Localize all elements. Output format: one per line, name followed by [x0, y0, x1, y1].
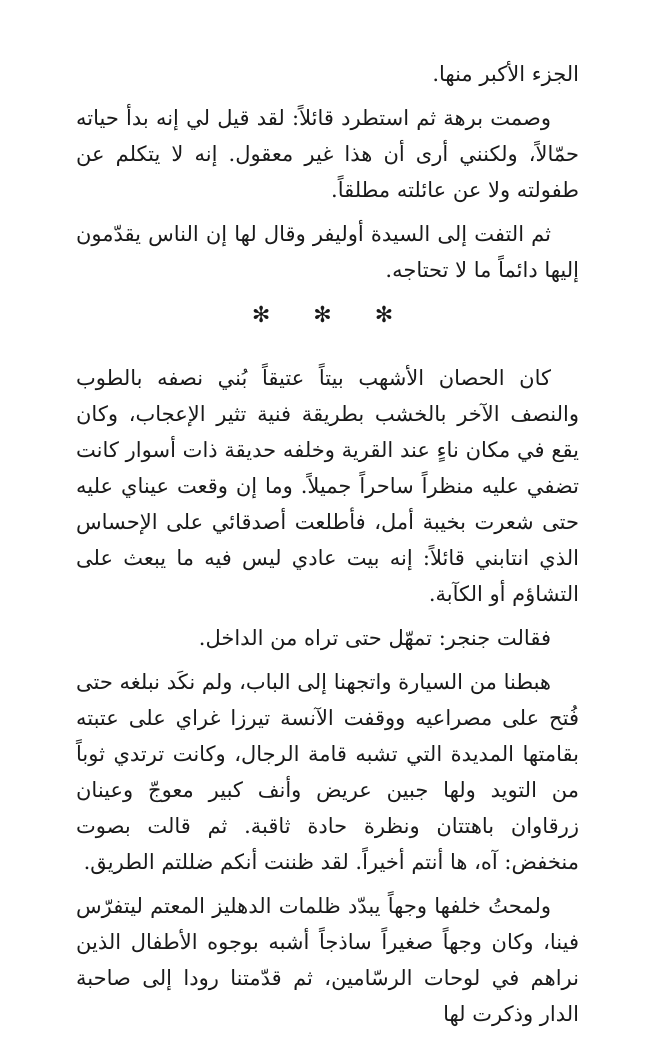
- paragraph-turned-to-oliver: ثم التفت إلى السيدة أوليفر وقال لها إن الناس يقدّمون إليها دائماً ما لا تحتاجه.: [76, 222, 579, 282]
- paragraph-continuation: الجزء الأكبر منها.: [432, 62, 579, 86]
- paragraph-thyrza-grey-arrival: هبطنا من السيارة واتجهنا إلى الباب، ولم نكَد نبلغه حتى فُتح على مصراعيه ووقفت الآنسة تيرزا غراي على عتبته بقامتها المديدة التي تشبه قامة الرجال، وكانت ترتدي ثوباً من التويد ولها جبين عريض وأنف كبير معوجّ وعينان زرقاوان باهتتان ونظرة حادة ثاقبة. ثم قالت بصوت منخفض: آه، ها أنتم أخيراً. لقد ظننت أنكم ضللتم الطريق.: [76, 670, 579, 874]
- asterism-star-icon: ✻: [313, 303, 342, 328]
- section-separator: [76, 296, 579, 336]
- paragraph-pale-horse-description: كان الحصان الأشهب بيتاً عتيقاً بُني نصفه بالطوب والنصف الآخر بالخشب بطريقة فنية تثير الإعجاب، وكان يقع في مكان ناءٍ عند القرية وخلفه حديقة ذات أسوار كانت تضفي عليه منظراً ساحراً جميلاً. وما إن وقعت عيناي عليه حتى شعرت بخيبة أمل، فأطلعت أصدقائي على الإحساس الذي انتابني قائلاً: إنه بيت عادي ليس فيه ما يبعث على التشاؤم أو الكآبة.: [76, 366, 579, 606]
- asterism-star-icon: ✻: [251, 303, 281, 328]
- paragraph-interpreter-remark: وصمت برهة ثم استطرد قائلاً: لقد قيل لي إنه بدأ حياته حمّالاً، ولكنني أرى أن هذا غير معقول. إنه لا يتكلم عن طفولته ولا عن عائلته مطلقاً.: [76, 106, 579, 202]
- paragraph-face-in-hallway: ولمحتُ خلفها وجهاً يبدّد ظلمات الدهليز المعتم ليتفرّس فينا، وكان وجهاً صغيراً ساذجاً أشبه بوجوه الأطفال الذين نراهم في لوحات الرسّامين، ثم قدّمتنا رودا إلى صاحبة الدار وذكرت لها: [76, 894, 579, 1026]
- paragraph-ginger-remark: فقالت جنجر: تمهّل حتى تراه من الداخل.: [198, 626, 551, 650]
- book-page: [76, 56, 579, 1040]
- asterism-star-icon: ✻: [374, 303, 404, 328]
